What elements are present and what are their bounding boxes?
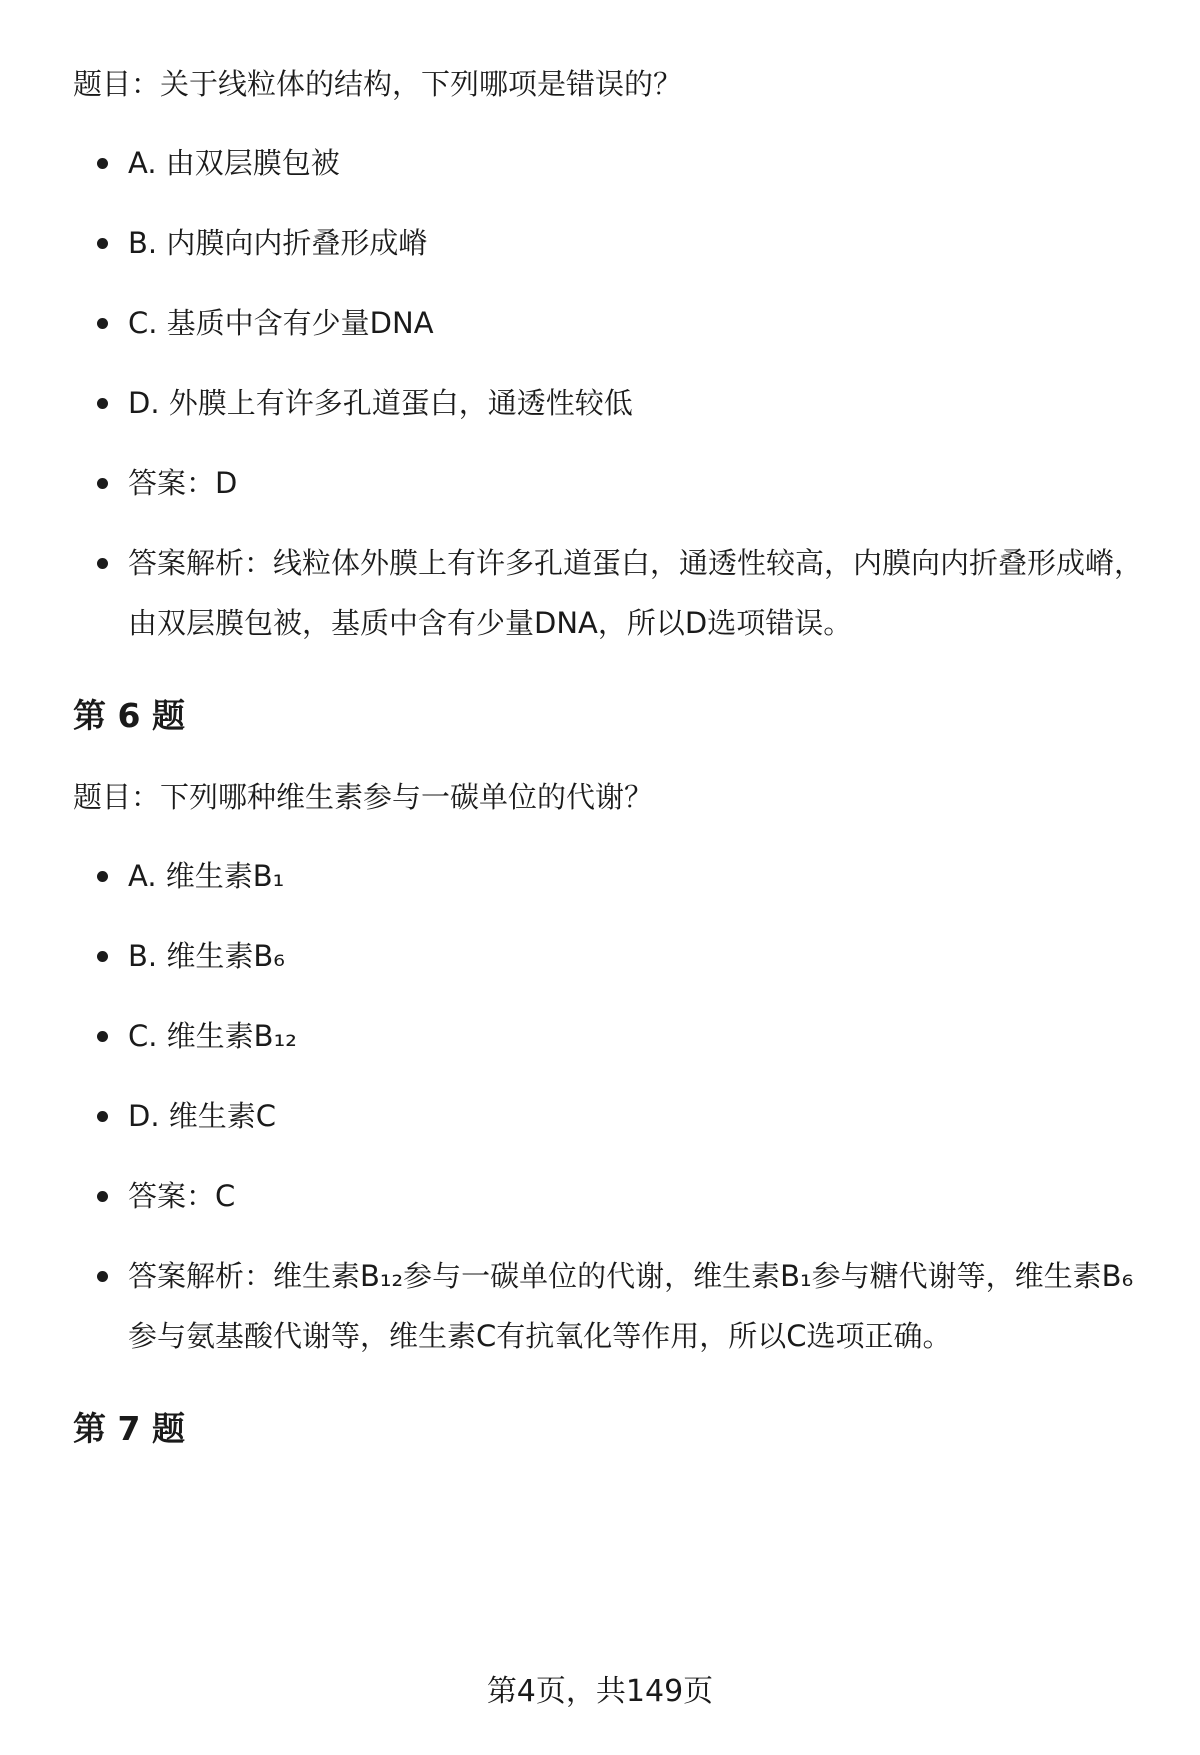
page-footer: 第4页，共149页 xyxy=(486,1674,714,1709)
answer-text: 答案：C xyxy=(128,1179,236,1213)
bullet-icon xyxy=(97,158,108,169)
option-text: A. 由双层膜包被 xyxy=(128,146,340,180)
bullet-icon xyxy=(97,871,108,882)
explanation-text: 答案解析：维生素B₁₂参与一碳单位的代谢，维生素B₁参与糖代谢等，维生素B₆参与氨基酸代谢等，维生素C有抗氧化等作用，所以C选项正确。 xyxy=(128,1259,1134,1353)
bullet-icon xyxy=(97,478,108,489)
bullet-icon xyxy=(97,1271,108,1282)
answer-text: 答案：D xyxy=(128,466,238,500)
q6-option-c xyxy=(73,1006,1153,1066)
q5-answer xyxy=(73,453,1153,513)
bullet-icon xyxy=(97,951,108,962)
option-text: C. 维生素B₁₂ xyxy=(128,1019,297,1053)
q5-option-c xyxy=(73,293,1153,353)
q5-explanation xyxy=(73,533,1153,653)
q6-heading: 第 6 题 xyxy=(73,696,185,735)
bullet-icon xyxy=(97,1111,108,1122)
bullet-icon xyxy=(97,558,108,569)
option-text: A. 维生素B₁ xyxy=(128,859,285,893)
q7-heading: 第 7 题 xyxy=(73,1409,185,1448)
q5-option-a xyxy=(73,133,1153,193)
q6-list xyxy=(73,846,1153,1366)
option-text: B. 维生素B₆ xyxy=(128,939,285,973)
q6-answer xyxy=(73,1166,1153,1226)
bullet-icon xyxy=(97,1031,108,1042)
q5-list xyxy=(73,133,1153,653)
option-text: B. 内膜向内折叠形成嵴 xyxy=(128,226,428,260)
q6-option-d xyxy=(73,1086,1153,1146)
bullet-icon xyxy=(97,238,108,249)
q6-option-a xyxy=(73,846,1153,906)
q5-question: 题目：关于线粒体的结构，下列哪项是错误的？ xyxy=(73,67,683,101)
option-text: D. 外膜上有许多孔道蛋白，通透性较低 xyxy=(128,386,633,420)
q6-question: 题目：下列哪种维生素参与一碳单位的代谢？ xyxy=(73,780,654,814)
q6-option-b xyxy=(73,926,1153,986)
bullet-icon xyxy=(97,318,108,329)
q5-option-b xyxy=(73,213,1153,273)
bullet-icon xyxy=(97,398,108,409)
bullet-icon xyxy=(97,1191,108,1202)
document-content xyxy=(73,62,1153,1454)
explanation-text: 答案解析：线粒体外膜上有许多孔道蛋白，通透性较高，内膜向内折叠形成嵴，由双层膜包被，基质中含有少量DNA，所以D选项错误。 xyxy=(128,546,1144,640)
q6-explanation xyxy=(73,1246,1153,1366)
option-text: D. 维生素C xyxy=(128,1099,277,1133)
option-text: C. 基质中含有少量DNA xyxy=(128,306,434,340)
q5-option-d xyxy=(73,373,1153,433)
